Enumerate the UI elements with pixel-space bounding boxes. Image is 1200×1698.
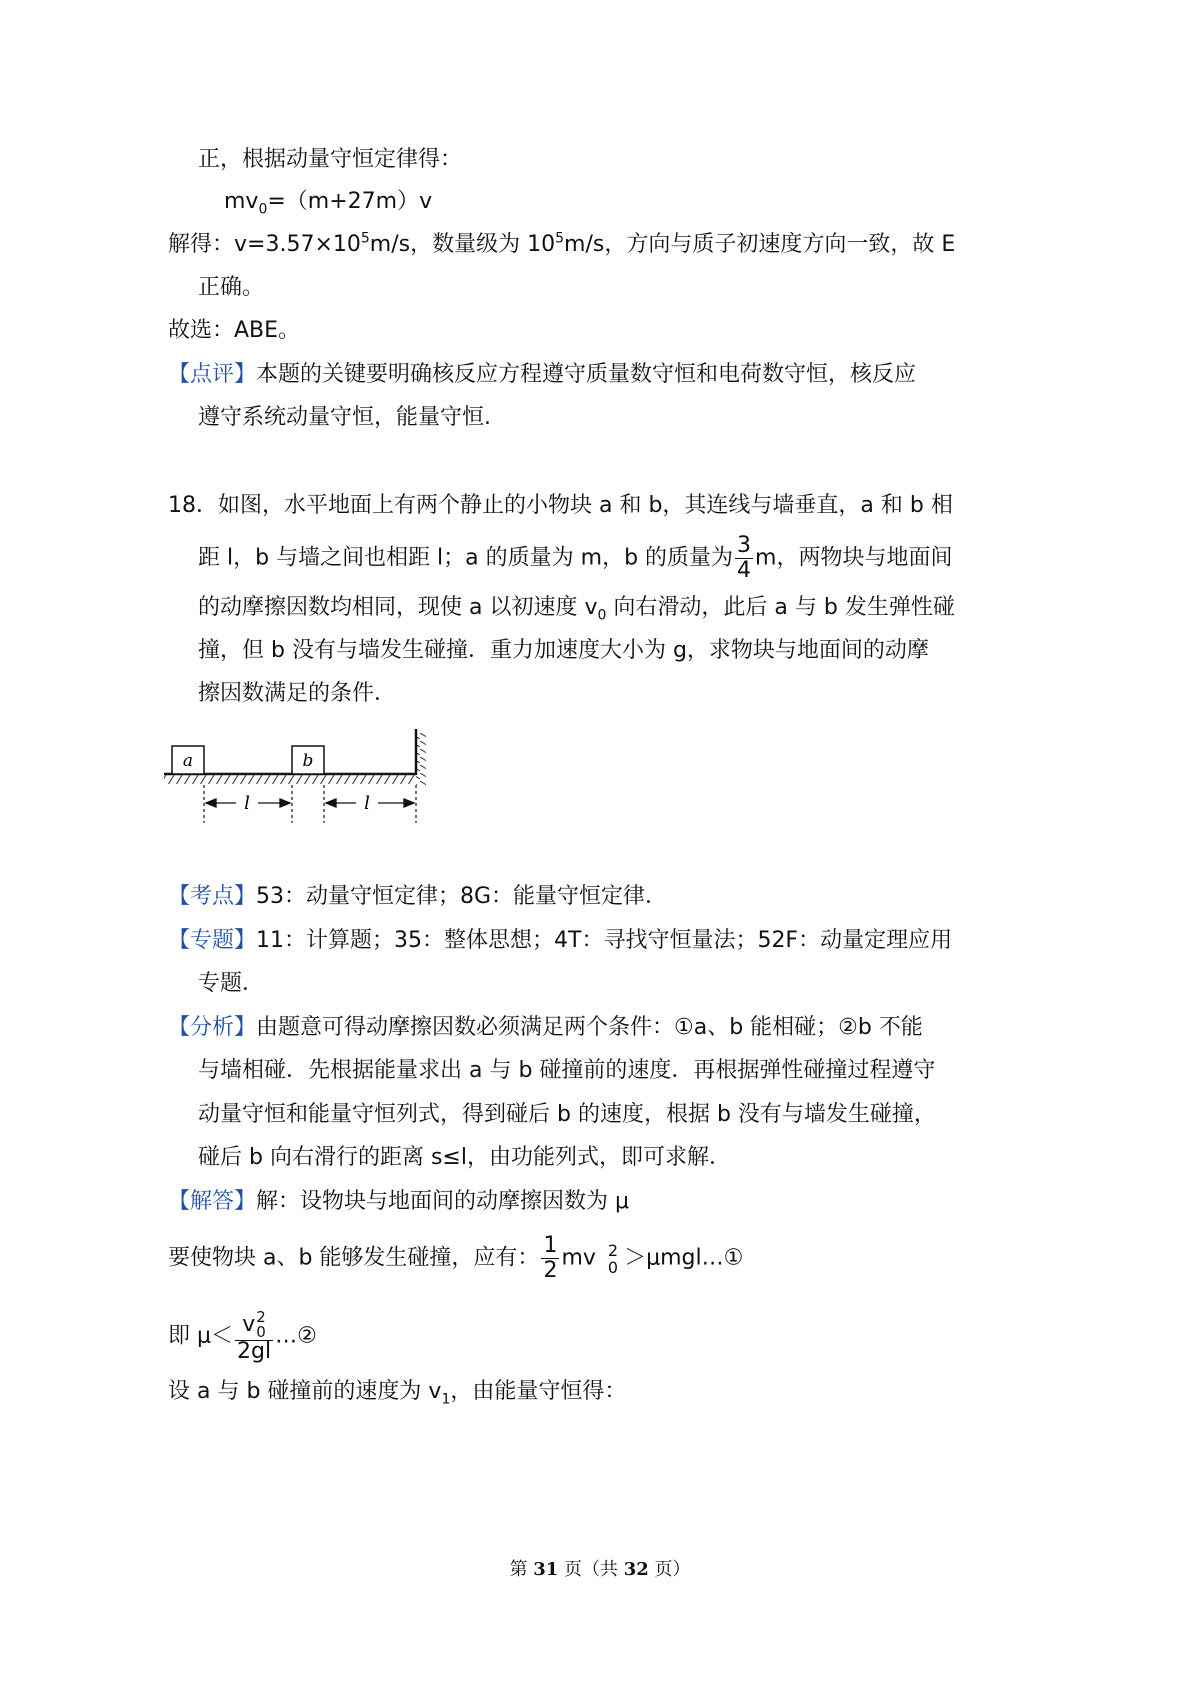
equation-2: 即 μ＜ v 2 0 2gl …② — [168, 1308, 317, 1364]
fraction: v 2 0 2gl — [237, 1308, 272, 1364]
fraction: $\frac{3}{4}$ — [737, 533, 752, 583]
section-tag: 【分析】 — [168, 1015, 257, 1040]
jieda-line: 【解答】解：设物块与地面间的动摩擦因数为 μ — [168, 1189, 630, 1214]
text-line: 正，根据动量守恒定律得： — [198, 147, 463, 172]
text-line: 设 a 与 b 碰撞前的速度为 $v_1$，由能量守恒得： — [168, 1379, 627, 1408]
text-line: 正确。 — [198, 275, 265, 300]
page-footer: 第 31 页（共 32 页） — [509, 1559, 691, 1580]
fraction: $\frac{1}{2}$ — [543, 1233, 558, 1283]
text-line: 专题． — [198, 971, 265, 996]
distance-label: l — [364, 793, 370, 814]
text-line: 解得：$v=3.57\times 10^5m/s$，数量级为 $10^5m/s$，方向与质子初速度方向一致，故 E — [168, 230, 956, 257]
equation-1: 要使物块 a、b 能够发生碰撞，应有： $\frac{1}{2}$ mv 2 0 ＞μmgl…① — [168, 1233, 744, 1283]
block-b-label: b — [302, 751, 314, 771]
equation-momentum: $mv_0=(m+27m)v$ — [224, 189, 433, 218]
zhuanti-line: 【专题】11：计算题；35：整体思想；4T：寻找守恒量法；52F：动量定理应用 — [168, 928, 953, 953]
block-a-label: a — [182, 751, 194, 771]
block-wall-figure — [160, 725, 440, 825]
distance-label: l — [244, 793, 250, 814]
answer-choice: 故选：ABE。 — [168, 318, 301, 343]
text-line: 与墙相碰．先根据能量求出 a 与 b 碰撞前的速度．再根据弹性碰撞过程遵守 — [198, 1058, 936, 1083]
fenxi-line: 【分析】由题意可得动摩擦因数必须满足两个条件：①a、b 能相碰；②b 不能 — [168, 1015, 923, 1040]
exponent-stack: 2 0 — [607, 1240, 619, 1277]
section-tag: 【解答】 — [168, 1189, 257, 1214]
question-line: 擦因数满足的条件． — [198, 681, 397, 706]
text-line: 动量守恒和能量守恒列式，得到碰后 b 的速度，根据 b 没有与墙发生碰撞， — [198, 1102, 936, 1127]
text-line: 遵守系统动量守恒，能量守恒. — [198, 405, 491, 430]
section-tag: 【专题】 — [168, 928, 257, 953]
section-tag: 【考点】 — [168, 884, 257, 909]
page-total: 32 — [623, 1559, 649, 1580]
comment-line: 【点评】本题的关键要明确核反应方程遵守质量数守恒和电荷数守恒，核反应 — [168, 362, 917, 387]
question-line: 距 l，b 与墙之间也相距 l；a 的质量为 m，b 的质量为 $\frac{3}{4}$ m，两物块与地面间 — [198, 533, 953, 583]
question-line: 撞，但 b 没有与墙发生碰撞．重力加速度大小为 g，求物块与地面间的动摩 — [198, 638, 929, 663]
question-line: 的动摩擦因数均相同，现使 a 以初速度 $v_0$ 向右滑动，此后 a 与 b 发生弹性碰 — [198, 595, 955, 624]
text-line: 碰后 b 向右滑行的距离 s≤l，由功能列式，即可求解． — [198, 1145, 731, 1170]
section-tag: 【点评】 — [168, 362, 257, 387]
kaodian-line: 【考点】53：动量守恒定律；8G：能量守恒定律． — [168, 884, 668, 909]
page-number: 31 — [533, 1559, 559, 1580]
question-line: 18．如图，水平地面上有两个静止的小物块 a 和 b，其连线与墙垂直，a 和 b 相 — [168, 493, 953, 518]
